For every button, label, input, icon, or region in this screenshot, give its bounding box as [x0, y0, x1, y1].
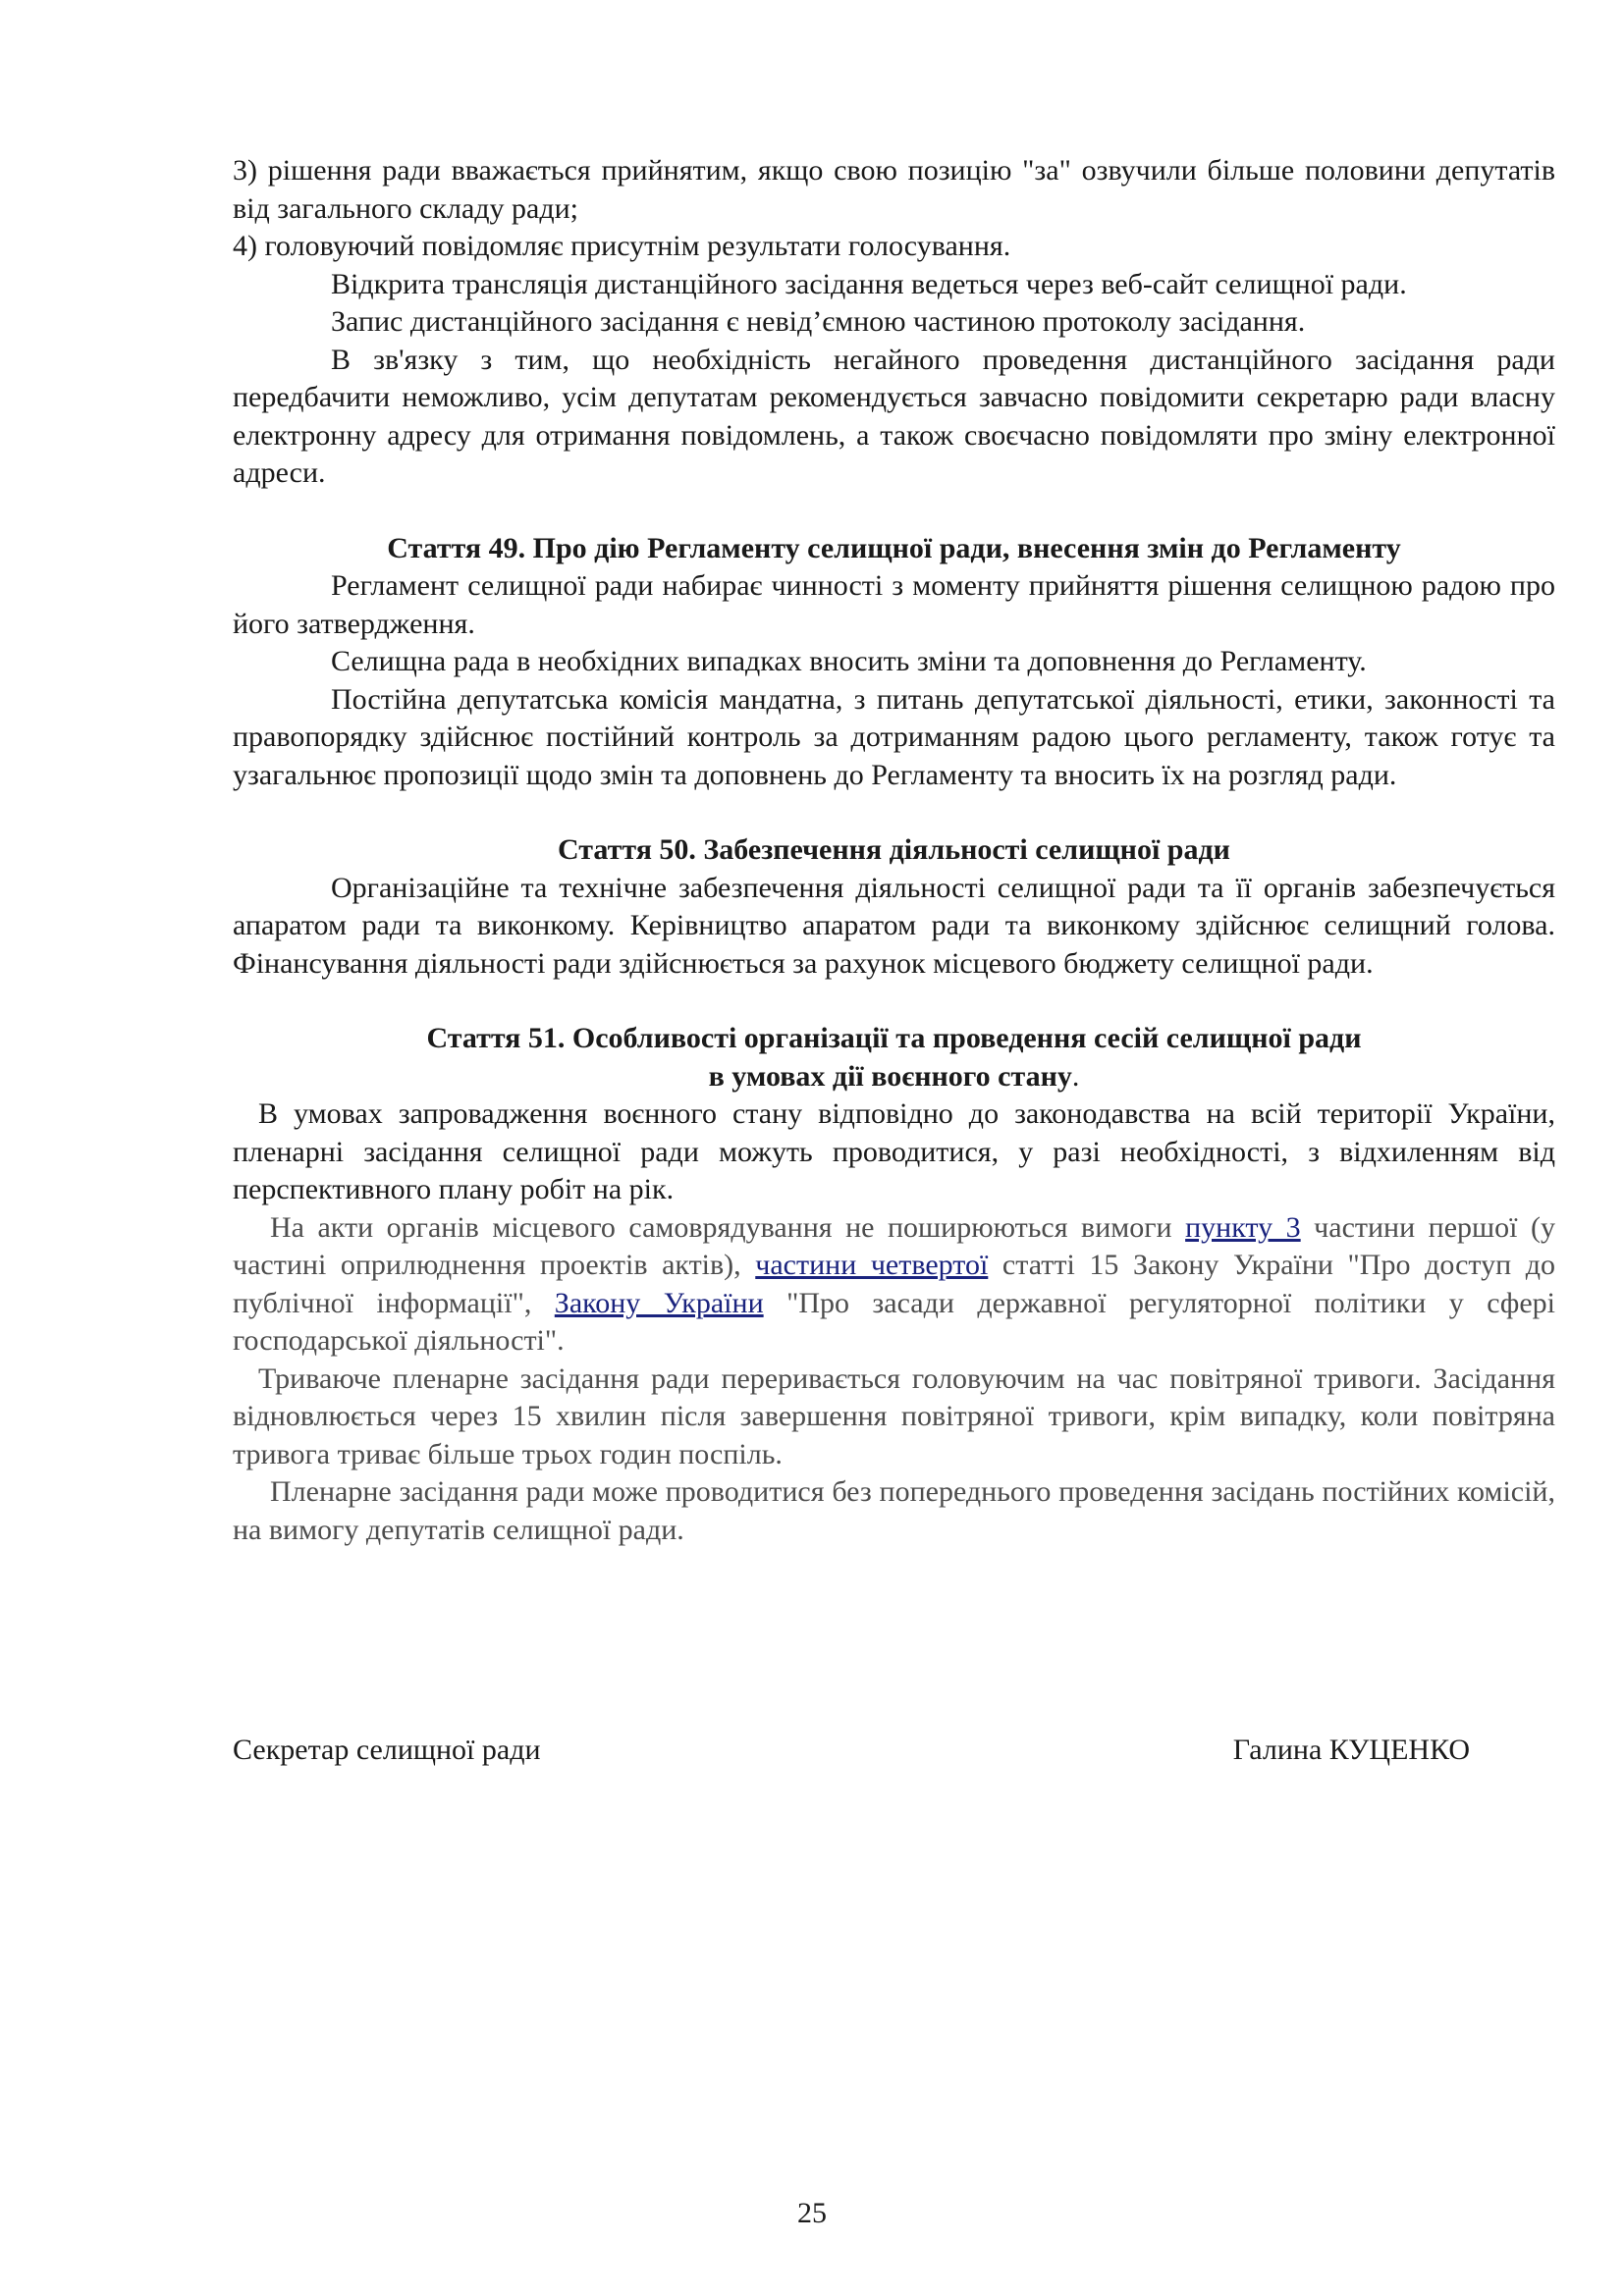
- link-zakonu-ukrainy[interactable]: Закону України: [554, 1286, 764, 1319]
- paragraph-email: В зв'язку з тим, що необхідність негайного проведення дистанційного засідання ради передбачити неможливо, усім депутатам рекомендується завчасно повідомити секретарю ради власну електронну адресу для отримання повідомлень, а також своєчасно повідомляти про зміну електронної адреси.: [233, 343, 1555, 489]
- article-49-title: Стаття 49. Про дію Регламенту селищної ради, внесення змін до Регламенту: [387, 531, 1401, 564]
- article-51-paragraph-4: Пленарне засідання ради може проводитися без попереднього проведення засідань постійних комісій, на вимогу депутатів селищної ради.: [233, 1475, 1555, 1546]
- document-body: [233, 152, 1555, 1549]
- article-49-paragraph-2: Селищна рада в необхідних випадках вносить зміни та доповнення до Регламенту.: [331, 645, 1367, 677]
- article-50-paragraph-1: Організаційне та технічне забезпечення діяльності селищної ради та її органів забезпечується апаратом ради та виконкому. Керівництво апаратом ради та виконкому здійснює селищний голова. Фінансування діяльності ради здійснюється за рахунок місцевого бюджету селищної ради.: [233, 871, 1555, 980]
- article-51-title-line-2-text: в умовах дії воєнного стану: [708, 1059, 1072, 1093]
- list-item-4: 4) головуючий повідомляє присутнім результати голосування.: [233, 230, 1011, 262]
- article-51-paragraph-3: Триваюче пленарне засідання ради переривається головуючим на час повітряної тривоги. Засідання відновлюється через 15 хвилин після завершення повітряної тривоги, крім випадку, коли повітряна тривога триває більше трьох годин поспіль.: [233, 1362, 1555, 1470]
- article-51-paragraph-2-text-b: частини першої (у частині оприлюднення проектів актів),: [233, 1210, 1555, 1281]
- signature-name: Галина КУЦЕНКО: [1232, 1734, 1470, 1766]
- signature-block: [233, 1734, 1470, 1767]
- article-51-paragraph-2-text-a: На акти органів місцевого самоврядування не поширюються вимоги: [270, 1210, 1186, 1244]
- list-item-3: 3) рішення ради вважається прийнятим, якщо свою позицію "за" озвучили більше половини депутатів від загального складу ради;: [233, 154, 1555, 225]
- page-number: 25: [797, 2197, 827, 2229]
- article-51-title-line-1: Стаття 51. Особливості організації та проведення сесій селищної ради: [426, 1022, 1362, 1054]
- paragraph-broadcast: Відкрита трансляція дистанційного засідання ведеться через веб-сайт селищної ради.: [331, 267, 1407, 300]
- article-51-title-line-2: [233, 1058, 1555, 1096]
- article-49-paragraph-1: Регламент селищної ради набирає чинності з моменту прийняття рішення селищною радою про його затвердження.: [233, 569, 1555, 640]
- paragraph-recording: Запис дистанційного засідання є невід’ємною частиною протоколу засідання.: [331, 305, 1306, 338]
- signature-position: Секретар селищної ради: [233, 1734, 541, 1766]
- article-49-paragraph-3: Постійна депутатська комісія мандатна, з питань депутатської діяльності, етики, законності та правопорядку здійснює постійний контроль за дотриманням радою цього регламенту, також готує та узагальнює пропозиції щодо змін та доповнень до Регламенту та вносить їх на розгляд ради.: [233, 682, 1555, 791]
- article-51-paragraph-1: В умовах запровадження воєнного стану відповідно до законодавства на всій території України, пленарні засідання селищної ради можуть проводитися, у разі необхідності, з відхиленням від перспективного плану робіт на рік.: [233, 1097, 1555, 1205]
- article-50-title: Стаття 50. Забезпечення діяльності селищної ради: [558, 833, 1230, 866]
- article-51-paragraph-2-text-c: статті 15 Закону України "Про доступ до публічної інформації",: [233, 1249, 1556, 1319]
- link-chastyny-chetvertoi[interactable]: частини четвертої: [755, 1249, 989, 1281]
- article-51-paragraph-2: [233, 1209, 1555, 1361]
- link-punkt-3[interactable]: пункту 3: [1185, 1210, 1301, 1244]
- article-51-paragraph-2-text-d: "Про засади державної регуляторної політики у сфері господарської діяльності".: [233, 1286, 1556, 1357]
- article-51-title-dot: .: [1071, 1059, 1080, 1093]
